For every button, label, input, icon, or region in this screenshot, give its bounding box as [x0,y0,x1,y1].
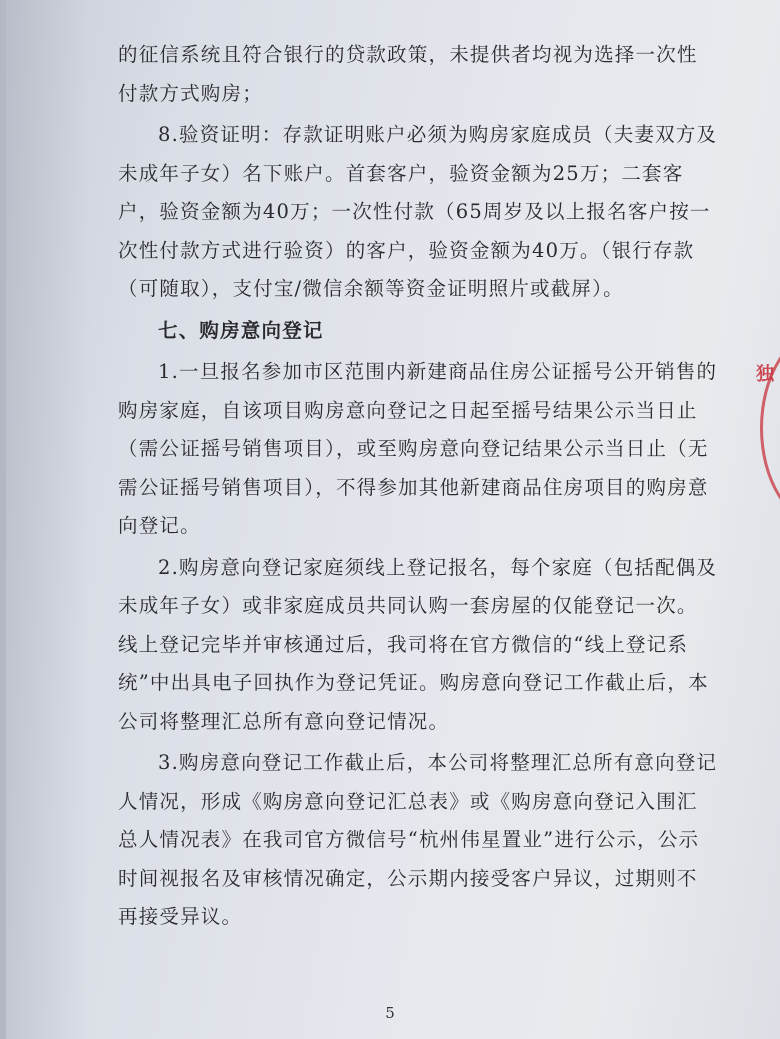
paper-shadow [0,0,90,1039]
paragraph-item-1: 1.一旦报名参加市区范围内新建商品住房公证摇号公开销售的购房家庭，自该项目购房意向登记之日起至摇号结果公示当日止（需公证摇号销售项目），或至购房意向登记结果公示当日止（无需公证摇号销售项目），不得参加其他新建商品住房项目的购房意向登记。 [118,360,718,537]
paragraph-continuation: 的征信系统且符合银行的贷款政策，未提供者均视为选择一次性付款方式购房； [118,43,698,105]
paragraph-capital-verification: 8.验资证明：存款证明账户必须为购房家庭成员（夫妻双方及未成年子女）名下账户。首套客户，验资金额为25万；二套客户，验资金额为40万；一次性付款（65周岁及以上报名客户按一次性付款方式进行验资）的客户，验资金额为40万。（银行存款（可随取），支付宝/微信余额等资金证明照片或截屏）。 [118,123,718,300]
section-heading-intent-registration: 七、购房意向登记 [158,318,324,342]
document-body [118,36,718,937]
paragraph-item-3: 3.购房意向登记工作截止后，本公司将整理汇总所有意向登记人情况，形成《购房意向登记汇总表》或《购房意向登记入围汇总人情况表》在我司官方微信号“杭州伟星置业”进行公示，公示时间视报名及审核情况确定，公示期内接受客户异议，过期则不再接受异议。 [118,751,718,928]
seal-character: 独 [756,364,774,385]
paragraph-item-2: 2.购房意向登记家庭须线上登记报名，每个家庭（包括配偶及未成年子女）或非家庭成员共同认购一套房屋的仅能登记一次。线上登记完毕并审核通过后，我司将在官方微信的“线上登记系统”中出具电子回执作为登记凭证。购房意向登记工作截止后，本公司将整理汇总所有意向登记情况。 [118,555,718,733]
red-seal-stamp [752,330,780,530]
page-number: 5 [385,1004,395,1022]
